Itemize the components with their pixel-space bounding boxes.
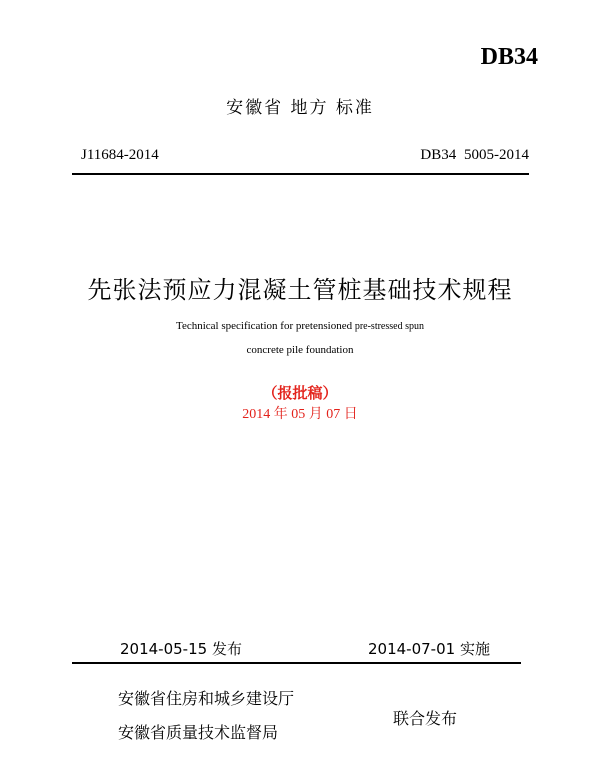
document-title-chinese: 先张法预应力混凝土管桩基础技术规程 bbox=[87, 276, 513, 304]
record-number: J11684-2014 bbox=[81, 147, 159, 163]
draft-date: 2014 年 05 月 07 日 bbox=[242, 407, 358, 422]
issue-date: 2014-05-15 发布 bbox=[120, 640, 242, 658]
issuer-quality-bureau: 安徽省质量技术监督局 bbox=[118, 723, 279, 742]
draft-status-label: （报批稿） bbox=[262, 384, 338, 402]
document-title-english-line1 bbox=[0, 320, 600, 332]
document-number: DB34 5005-2014 bbox=[420, 147, 529, 163]
top-divider bbox=[72, 173, 529, 175]
title-english-part-b: pre-stressed spun bbox=[354, 321, 424, 332]
effective-date: 2014-07-01 实施 bbox=[368, 640, 490, 658]
document-title-english-line2: concrete pile foundation bbox=[246, 344, 354, 356]
issuer-housing-department: 安徽省住房和城乡建设厅 bbox=[118, 689, 295, 708]
standard-level-heading: 安徽省 地方 标准 bbox=[226, 98, 374, 118]
joint-issue-label: 联合发布 bbox=[393, 709, 458, 728]
standard-code: DB34 bbox=[480, 44, 538, 70]
title-english-part-a: Technical specification for pretensioned bbox=[176, 320, 355, 332]
bottom-divider bbox=[72, 662, 521, 664]
